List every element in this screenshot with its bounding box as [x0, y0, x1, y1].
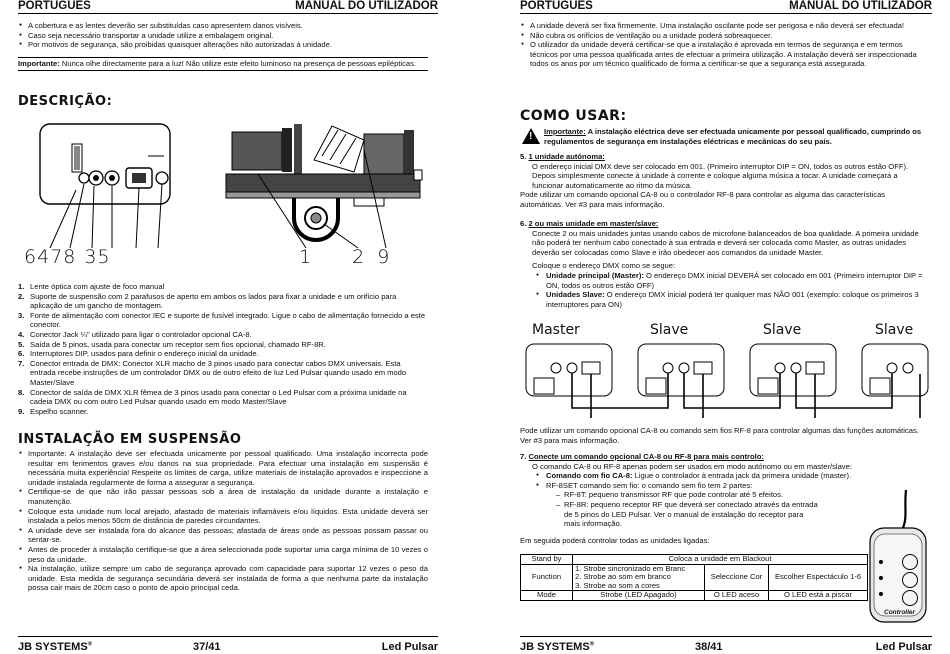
important-note [18, 57, 428, 71]
slave-label: Slave [875, 322, 914, 338]
item-number: 2. [18, 291, 25, 301]
callout-label: 1 [299, 246, 311, 268]
list-item: ● Caso seja necessário transportar a unidade utilize a embalagem original. [18, 31, 428, 41]
function-button-icon [902, 572, 918, 588]
component-list [18, 282, 428, 416]
list-item: ● Coloque esta unidade num local arejado, afastado de materiais inflamáveis e/ou líquidos. Esta unidade deverá ser instalada a pelos menos 50cm de distância de paredes circundantes. [18, 507, 428, 526]
list-item: ● Não cubra os orifícios de ventilação ou a unidade poderá sobreaquecer. [520, 31, 930, 41]
item-text: Espelho scanner. [30, 406, 89, 416]
item-text: Suporte de suspensão com 2 parafusos de aperto em ambos os lados para fixar a unidade e um orifício para aplicação de um gancho de montagem. [30, 291, 397, 311]
top-bullet-list [520, 21, 930, 69]
brand-name: JB SYSTEMS [18, 640, 88, 653]
page-header [520, 0, 932, 14]
function-option: 3. Strobe ao som a cores [575, 580, 660, 590]
electrical-warning [544, 127, 930, 146]
item-number: 4. [18, 329, 25, 339]
callout-label: 9 [377, 246, 389, 268]
item-number: 5. [18, 339, 25, 349]
registered-mark: ® [87, 640, 93, 647]
header-language: PORTUGUÊS [520, 0, 593, 12]
paragraph: Conecte 2 ou mais unidades juntas usando cabos de microfone balanceados de boa qualidade. A primeira unidade não poderá ter nenhum cabo conectado à sua entrada e deverá ser colocada como Master, as outras unidades deverão ser colocadas como Slave e irão obedecer aos comandos da unidade Master. [532, 228, 919, 257]
page-right [520, 0, 932, 654]
callout-label: 3 [84, 246, 96, 268]
bullet-label: Unidade principal (Master): [546, 270, 644, 280]
table-cell: Stand by [521, 555, 573, 565]
callout-numbers-rear [24, 246, 109, 268]
led-icon [879, 576, 883, 580]
footer-brand [18, 641, 92, 653]
item-number: 9. [18, 406, 25, 416]
section-standalone [520, 152, 930, 210]
function-table [520, 554, 868, 601]
callout-label: 7 [50, 246, 62, 268]
bullet-text: Ligue o controlador à entrada jack da primeira unidade (master). [632, 471, 852, 481]
header-language: PORTUGUÊS [18, 0, 91, 12]
how-to-use-heading: COMO USAR: [520, 108, 627, 124]
warning-text: A instalação eléctrica deve ser efectuada unicamente por pessoal qualificado, cumprindo os regulamentos de segurança em instalações eléctricas e mecânicas do seu país. [544, 127, 922, 146]
table-cell: Strobe (LED Apagado) [573, 591, 705, 601]
table-cell: O LED aceso [705, 591, 769, 601]
callout-label: 5 [97, 246, 109, 268]
item-number: 6. [18, 349, 25, 359]
warning-icon: ! [522, 128, 540, 144]
function-option: 2. Strobe ao som em branco [575, 572, 671, 582]
item-text: Fonte de alimentação com conector IEC e suporte de fusível integrado. Ligue o cabo de alimentação fornecido a este conector. [30, 310, 426, 330]
list-item [520, 471, 930, 481]
paragraph: Pode utilizar um comando opcional CA-8 ou o controlador RF-8 para controlar as alguma das características automáticas. Ver #3 para mais informação. [520, 190, 886, 209]
list-item: ● Na instalação, utilize sempre um cabo de segurança aprovado com capacidade para suportar 12 vezes o peso da unidade. Esta medida de segurança secundária deverá ser instalada de forma a que nenhuma parte da instalação possa cair mais de 20cm caso o ponto de apoio principal ceda. [18, 564, 428, 593]
installation-bullet-list [18, 449, 428, 593]
list-item [18, 407, 428, 417]
section-title: 2 ou mais unidade em master/slave: [528, 219, 659, 228]
table-cell: Escolher Espectáculo 1-6 [769, 564, 868, 591]
list-item: ● A unidade deve ser instalada fora do alcance das pessoas; afastada de áreas onde as pessoas possam passar ou sentar-se. [18, 526, 428, 545]
list-item [18, 292, 428, 311]
list-item: ● Certifique-se de que não irão passar pessoas sob a área de instalação da unidade durante a instalação e manutenção. [18, 487, 428, 506]
header-title: MANUAL DO UTILIZADOR [789, 0, 932, 12]
footer-product: Led Pulsar [875, 640, 932, 653]
list-item: ● O utilizador da unidade deverá certificar-se que a instalação é aprovada em termos de segurança e em termos técnicos por uma pessoa qualificada antes de efectuar a primeira utilização. A instalação deverá ser inspeccionada todos os anos por um técnico qualificado de forma a certificar-se que a segurança está assegurada. [520, 40, 930, 69]
standby-button-icon [902, 554, 918, 570]
table-cell: Mode [521, 591, 573, 601]
table-row [521, 591, 868, 601]
controller-illustration [864, 488, 930, 628]
section-number: 5. [520, 152, 527, 161]
function-option: 1. Strobe sincronizado em Branc [575, 563, 686, 573]
bullet-label: Unidades Slave: [546, 290, 605, 300]
list-item [18, 359, 428, 388]
section-number: 7. [520, 452, 527, 461]
list-item [18, 349, 428, 359]
installation-heading: INSTALAÇÃO EM SUSPENSÃO [18, 432, 242, 447]
header-title: MANUAL DO UTILIZADOR [295, 0, 438, 12]
warning-label: Importante: [544, 127, 586, 136]
dmx-address-list [520, 271, 930, 309]
list-item [18, 311, 428, 330]
bullet-label: Comando com fio CA-8: [546, 471, 633, 481]
list-item: ● A cobertura e as lentes deverão ser substituídas caso apresentem danos visíveis. [18, 21, 428, 31]
section-title: 1 unidade autónoma: [528, 152, 605, 161]
list-item: ● A unidade deverá ser fixa firmemente. Uma instalação oscilante pode ser perigosa e não deverá ser efectuada! [520, 21, 930, 31]
item-number: 3. [18, 310, 25, 320]
table-cell [573, 564, 705, 591]
description-heading: DESCRIÇÃO: [18, 94, 113, 109]
page-footer [520, 636, 932, 654]
footer-product: Led Pulsar [381, 640, 438, 653]
list-item: ● Por motivos de segurança, são proibidas quaisquer alterações não autorizadas à unidade. [18, 40, 428, 50]
led-icon [879, 592, 883, 596]
table-row [521, 555, 868, 565]
list-item [18, 388, 428, 407]
list-item: ● RF-8SET comando sem fio: o comando sem fio tem 2 partes: [520, 481, 930, 491]
slave-label: Slave [763, 322, 802, 338]
table-cell: Seleccione Cor [705, 564, 769, 591]
list-item [18, 330, 428, 340]
page-footer [18, 636, 438, 654]
item-text: Conector de saída de DMX XLR fêmea de 3 pinos usado para conectar o Led Pulsar com a próxima unidade na cadeia DMX ou com outro Led Pulsar quando usado em modo Master/Slave [30, 387, 407, 407]
intro-bullet-list [18, 21, 428, 50]
list-item [18, 340, 428, 350]
bullet-text: O endereço DMX inicial poderá ter qualquer mas NÃO 001 (exemplo: coloque os primeiros 3 interruptores para ON) [546, 290, 919, 309]
paragraph: O comando CA-8 ou RF-8 apenas podem ser usados em modo autónomo ou em master/slave: [532, 461, 852, 471]
rf-parts-list [520, 490, 820, 528]
section-master-slave [520, 219, 930, 309]
list-item [18, 282, 428, 292]
mode-button-icon [902, 590, 918, 606]
callout-label: 4 [37, 246, 49, 268]
paragraph: O endereço inicial DMX deve ser colocado em 001. (Primeiro interruptor DIP = ON, todos os outros estão OFF). Depois simplesmente conecte à unidade à corrente e coloque alguma música a tocar. A unidade começará a funcionar automaticamente ao ritmo da música. [532, 161, 909, 190]
table-row [521, 564, 868, 591]
item-number: 1. [18, 282, 25, 291]
item-text: Lente óptica com ajuste de foco manual [30, 282, 165, 291]
callout-label: 8 [63, 246, 75, 268]
item-text: Conector Jack ¼" utilizado para ligar o controlador opcional CA-8. [30, 329, 252, 339]
bullet-text: O endereço DMX inicial DEVERÁ ser colocado em 001 (Primeiro interruptor DIP = ON, todos os outros estão OFF) [546, 270, 923, 290]
page-left [18, 0, 438, 654]
list-item: ● Antes de proceder à instalação certifique-se que a área seleccionada pode suportar uma carga mínima de 10 vezes o peso da unidade. [18, 545, 428, 564]
page-number: 38/41 [695, 640, 723, 653]
rear-panel-illustration [36, 120, 186, 250]
paragraph: Em seguida poderá controlar todas as unidades ligadas: [520, 535, 710, 545]
list-item: ● Importante: A instalação deve ser efectuada unicamente por pessoal qualificado. Uma instalação incorrecta pode resultar em ferimentos graves e/ou danos na sua propriedade. Para efectuar uma instalação em suspensão é necessária muita experiência! Respeite os limites de carga, utilize materiais de instalação aprovados e inspeccione a unidade instalada regularmente de forma a assegurar a segurança. [18, 449, 428, 487]
list-item: – RF-8T: pequeno transmissor RF que pode controlar até 5 efeitos. [520, 490, 820, 500]
page-header [18, 0, 438, 14]
page-number: 37/41 [193, 640, 221, 653]
item-number: 7. [18, 358, 25, 368]
paragraph: Coloque o endereço DMX como se segue: [532, 261, 676, 271]
master-slave-diagram [520, 338, 932, 420]
brand-name: JB SYSTEMS [520, 640, 590, 653]
callout-numbers-side [299, 246, 388, 268]
important-text: Nunca olhe directamente para a luz! Não utilize este efeito luminoso na presença de pessoas epilépticas. [59, 59, 417, 68]
list-item [520, 290, 930, 309]
item-number: 8. [18, 387, 25, 397]
controller-label: Controller [884, 609, 916, 616]
section-title: Conecte um comando opcional CA-8 ou RF-8 para mais controlo: [528, 452, 764, 461]
list-item: – RF-8R: pequeno receptor RF que deverá ser conectado através da entrada de 5 pinos do LED Pulsar. Ver o manual de instalação do receptor para mais informação. [520, 500, 820, 529]
table-cell: O LED está a piscar [769, 591, 868, 601]
table-cell: Function [521, 564, 573, 591]
item-text: Conector entrada de DMX: Conector XLR macho de 3 pinos usado para conectar cabos DMX universais. Esta entrada recebe instruções de um controlador DMX ou de outro efeito de luz Led Pulsar quando usado em modo Master/Slave [30, 358, 407, 387]
item-text: Saída de 5 pinos, usada para conectar um receptor sem fios opcional, chamado RF-8R. [30, 339, 326, 349]
slave-label: Slave [650, 322, 689, 338]
item-text: Interruptores DIP, usados para definir o endereço inicial da unidade. [30, 349, 259, 359]
footer-brand [520, 641, 594, 653]
led-icon [879, 560, 883, 564]
list-item [520, 271, 930, 290]
callout-label: 2 [352, 246, 364, 268]
master-label: Master [532, 322, 580, 338]
paragraph: Pode utilizar um comando opcional CA-8 ou comando sem fios RF-8 para controlar algumas das funções automáticas. Ver #3 para mais informação. [520, 426, 919, 445]
section-number: 6. [520, 219, 527, 228]
table-cell: Coloca a unidade em Blackout [573, 555, 868, 565]
important-label: Importante: [18, 59, 60, 68]
registered-mark: ® [589, 640, 595, 647]
callout-label: 6 [24, 246, 36, 268]
